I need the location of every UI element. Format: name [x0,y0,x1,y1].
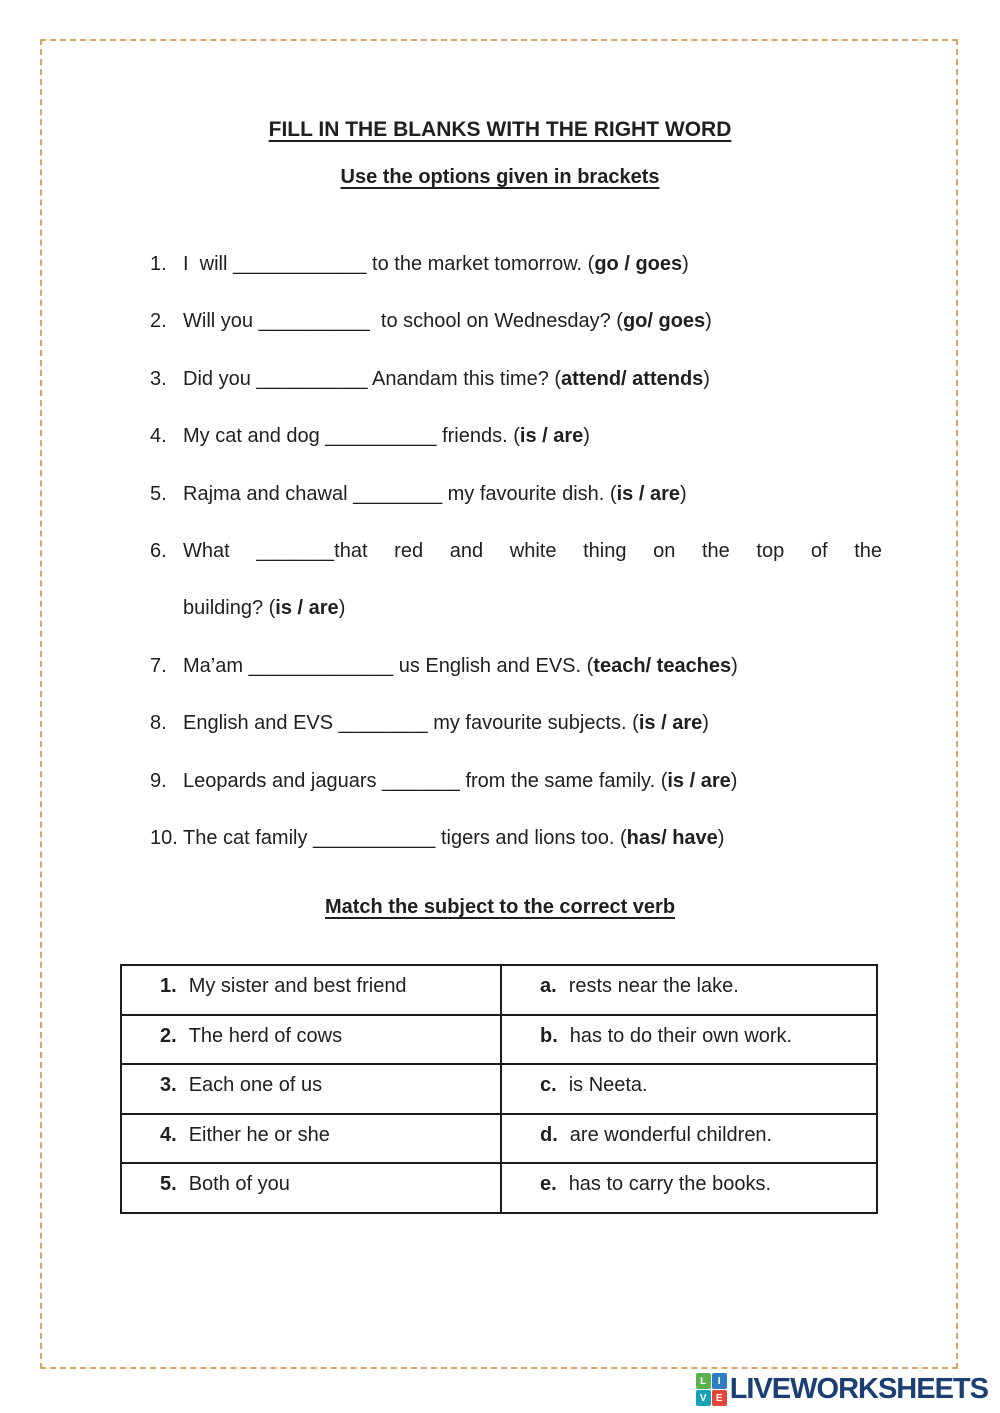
subject-cell [121,1064,501,1114]
verb-cell [501,1163,877,1213]
subject-text: Both of you [188,1173,290,1195]
verb-text: is Neeta. [568,1074,648,1096]
question-item-5 [150,466,920,523]
subject-number: 2. [160,1024,177,1047]
question-number: 3. [150,367,167,390]
verb-text: rests near the lake. [568,975,739,997]
matching-heading-text: Match the subject to the correct verb [324,896,676,918]
matching-row-5 [121,1163,877,1213]
question-item-9 [150,753,920,810]
question-options: attend/ attends [561,367,704,390]
matching-table-body [121,965,877,1213]
verb-cell [501,1114,877,1164]
close-paren: ) [679,482,687,505]
question-item-4 [150,408,920,465]
question-text: My cat and dog __________ friends. [183,425,514,448]
page-subtitle-text: Use the options given in brackets [340,166,660,188]
question-text-continued: building? [183,597,269,620]
subject-cell [121,1114,501,1164]
question-text: I will ____________ to the market tomorrow. [183,253,588,275]
open-paren: ( [616,310,623,333]
question-item-7 [150,638,920,695]
question-item-8 [150,695,920,752]
brand-name[interactable]: LIVEWORKSHEETS [729,1373,988,1405]
matching-row-2 [121,1015,877,1065]
verb-text: has to carry the books. [568,1173,772,1195]
open-paren: ( [587,253,595,275]
open-paren: ( [619,827,627,850]
open-paren: ( [586,654,594,677]
page-subtitle [0,166,1000,189]
question-number: 4. [150,425,167,448]
questions-list [150,236,920,867]
subject-cell [121,1015,501,1065]
close-paren: ) [705,310,712,333]
verb-cell [501,1015,877,1065]
subject-text: Each one of us [188,1074,323,1096]
footer-logo [696,1373,988,1406]
question-item-10 [150,810,920,867]
verb-letter: b. [540,1024,558,1047]
logo-tile-i: I [712,1373,727,1389]
question-text: Did you __________ Anandam this time? [183,367,555,390]
subject-number: 3. [160,1074,177,1096]
matching-table [120,964,878,1214]
subject-text: Either he or she [188,1123,330,1146]
open-paren: ( [609,482,617,505]
question-options: is / are [275,597,339,620]
question-number: 9. [150,769,167,792]
liveworksheets-logo-icon [696,1373,727,1406]
subject-cell [121,1163,501,1213]
subject-text: My sister and best friend [188,975,407,997]
question-item-3 [150,351,920,408]
question-number: 1. [150,253,167,275]
question-text: Leopards and jaguars _______ from the same family. [183,769,661,792]
question-number: 7. [150,654,167,677]
question-options: is / are [616,482,680,505]
matching-row-1 [121,965,877,1015]
question-item-6 [150,523,920,638]
matching-row-3 [121,1064,877,1114]
subject-number: 5. [160,1173,177,1195]
question-text: What _______that red and white thing on the top of the [183,540,882,563]
verb-letter: a. [540,975,557,997]
close-paren: ) [702,712,709,735]
question-line-2 [150,580,920,637]
matching-row-4 [121,1114,877,1164]
question-options: go/ goes [622,310,706,333]
close-paren: ) [730,769,738,792]
open-paren: ( [660,769,668,792]
subject-text: The herd of cows [188,1024,343,1047]
question-number: 5. [150,482,167,505]
verb-cell [501,965,877,1015]
verb-cell [501,1064,877,1114]
open-paren: ( [268,597,276,620]
question-text: Will you __________ to school on Wednesday? [183,310,617,333]
close-paren: ) [583,425,590,448]
open-paren: ( [554,367,562,390]
open-paren: ( [632,712,639,735]
close-paren: ) [703,367,710,390]
question-number: 10. [150,827,178,850]
question-number: 2. [150,310,167,333]
question-text: Rajma and chawal ________ my favourite dish. [183,482,610,505]
question-options: is / are [519,425,584,448]
question-options: is / are [667,769,731,792]
question-options: is / are [638,712,703,735]
question-line-1 [150,523,920,580]
close-paren: ) [338,597,346,620]
page-title-text: FILL IN THE BLANKS WITH THE RIGHT WORD [268,118,732,141]
close-paren: ) [717,827,725,850]
logo-tile-e: E [712,1390,727,1406]
question-text: The cat family ___________ tigers and lions too. [183,827,620,850]
question-item-1 [150,236,920,293]
logo-tile-l: L [696,1373,711,1389]
verb-text: has to do their own work. [569,1024,793,1047]
question-text: English and EVS ________ my favourite subjects. [183,712,633,735]
verb-letter: c. [540,1074,557,1096]
subject-cell [121,965,501,1015]
question-options: has/ have [626,827,718,850]
subject-number: 4. [160,1123,177,1146]
verb-text: are wonderful children. [569,1123,773,1146]
verb-letter: e. [540,1173,557,1195]
page-title [0,118,1000,142]
question-text: Ma’am _____________ us English and EVS. [183,654,587,677]
subject-number: 1. [160,975,177,997]
question-item-2 [150,293,920,350]
matching-heading [0,896,1000,919]
close-paren: ) [682,253,689,275]
verb-letter: d. [540,1123,558,1146]
close-paren: ) [731,654,738,677]
open-paren: ( [513,425,520,448]
question-number: 6. [150,540,167,563]
question-number: 8. [150,712,167,735]
question-options: go / goes [594,253,683,275]
logo-tile-v: V [696,1390,711,1406]
question-options: teach/ teaches [593,654,732,677]
